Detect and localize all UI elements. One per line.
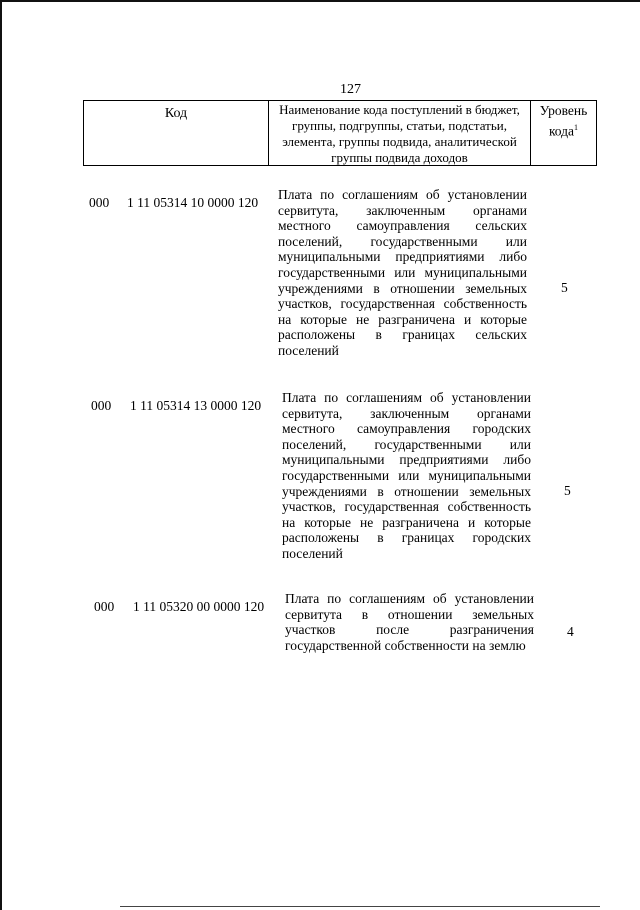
header-level-label: Уровень кода [539, 103, 588, 139]
row-description: Плата по соглашениям об установлении сервитута, заключенным органами местного самоуправления городских поселений, государственными или муниципальными предприятиями либо государственными или муниципальными учреждениями в отношении земельных участков, государственная собственность на которые не разграничена и которые расположены в границах городских поселений [282, 390, 531, 561]
row-description: Плата по соглашениям об установлении сервитута в отношении земельных участков после разграничения государственной собственности на землю [285, 591, 534, 653]
row-level: 4 [567, 624, 574, 639]
row-level: 5 [564, 483, 571, 498]
row-admin-code: 000 [94, 599, 115, 614]
header-level-footnote: 1 [574, 123, 579, 132]
scan-edge-left [0, 0, 2, 910]
header-level [531, 101, 596, 166]
row-classification-code: 1 11 05320 00 0000 120 [133, 599, 265, 614]
row-admin-code: 000 [89, 195, 110, 210]
header-name: Наименование кода поступлений в бюджет, группы, подгруппы, статьи, подстатьи, элемента, группы подвида, аналитической группы подвида доходов [269, 101, 531, 165]
row-admin-code: 000 [91, 398, 112, 413]
row-classification-code: 1 11 05314 10 0000 120 [127, 195, 259, 210]
scan-edge-top [0, 0, 640, 2]
page-number: 127 [340, 82, 361, 97]
header-code: Код [84, 101, 269, 165]
row-description: Плата по соглашениям об установлении сервитута, заключенным органами местного самоуправления сельских поселений, государственными или муниципальными предприятиями либо государственными или муниципальными учреждениями в отношении земельных участков, государственная собственность на которые не разграничена и которые расположены в границах сельских поселений [278, 187, 527, 358]
table-header [83, 100, 597, 166]
row-level: 5 [561, 280, 568, 295]
scan-edge-bottom [120, 906, 600, 907]
row-classification-code: 1 11 05314 13 0000 120 [130, 398, 262, 413]
